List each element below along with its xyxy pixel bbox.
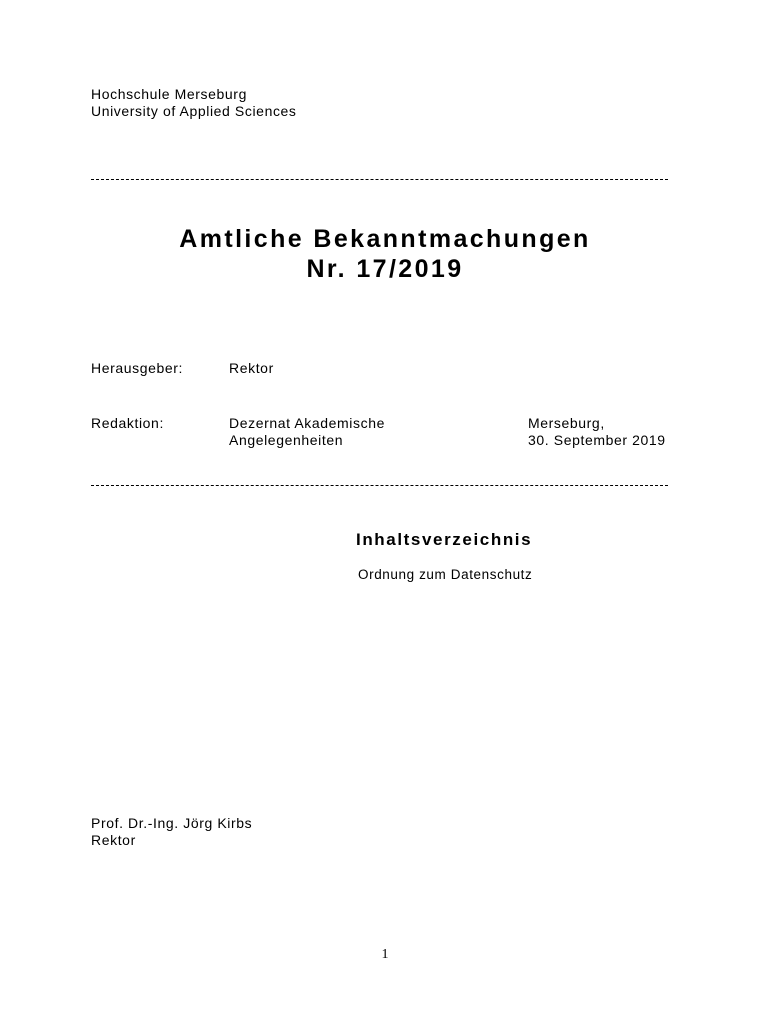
bottom-divider	[91, 485, 668, 486]
top-divider	[91, 179, 668, 180]
page-number: 1	[381, 947, 389, 962]
editorial-value-line2: Angelegenheiten	[229, 432, 344, 448]
publication-date: 30. September 2019	[528, 432, 666, 448]
toc-heading: Inhaltsverzeichnis	[356, 530, 533, 549]
editorial-value-line1: Dezernat Akademische	[229, 415, 385, 431]
document-title: Amtliche Bekanntmachungen	[179, 225, 591, 253]
publisher-value: Rektor	[229, 360, 274, 376]
institution-subtitle: University of Applied Sciences	[91, 103, 297, 119]
place: Merseburg,	[528, 415, 605, 431]
toc-item: Ordnung zum Datenschutz	[358, 567, 533, 582]
issue-number: Nr. 17/2019	[306, 255, 464, 283]
publisher-label: Herausgeber:	[91, 360, 184, 376]
signatory-role: Rektor	[91, 832, 136, 848]
institution-name: Hochschule Merseburg	[91, 86, 247, 102]
editorial-label: Redaktion:	[91, 415, 164, 431]
signatory-name: Prof. Dr.-Ing. Jörg Kirbs	[91, 815, 253, 831]
